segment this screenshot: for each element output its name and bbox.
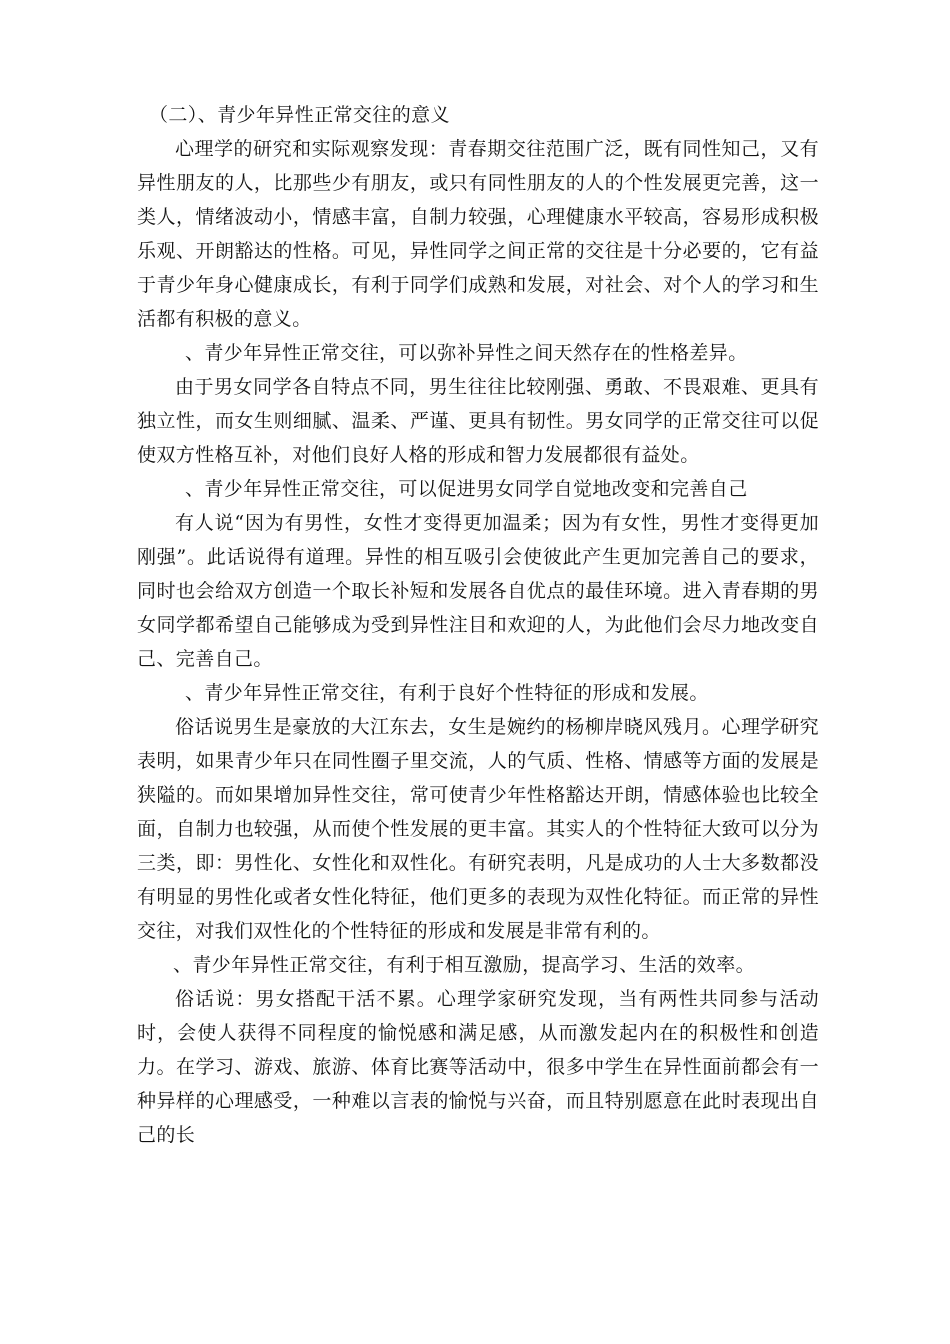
paragraph-point-1: 由于男女同学各自特点不同，男生往往比较刚强、勇敢、不畏艰难、更具有独立性，而女生则细腻、温柔、严谨、更具有韧性。男女同学的正常交往可以促使双方性格互补，对他们良好人格的形成和智力发展都很有益处。	[137, 376, 819, 466]
paragraph-point-2: 有人说“因为有男性，女性才变得更加温柔；因为有女性，男性才变得更加刚强”。此话说得有道理。异性的相互吸引会使彼此产生更加完善自己的要求，同时也会给双方创造一个取长补短和发展各自优点的最佳环境。进入青春期的男女同学都希望自己能够成为受到异性注目和欢迎的人，为此他们会尽力地改变自己、完善自己。	[137, 512, 819, 670]
paragraph-point-3: 俗话说男生是豪放的大江东去，女生是婉约的杨柳岸晓风残月。心理学研究表明，如果青少年只在同性圈子里交流，人的气质、性格、情感等方面的发展是狭隘的。而如果增加异性交往，常可使青少年性格豁达开朗，情感体验也比较全面，自制力也较强，从而使个性发展的更丰富。其实人的个性特征大致可以分为三类，即：男性化、女性化和双性化。有研究表明，凡是成功的人士大多数都没有明显的男性化或者女性化特征，他们更多的表现为双性化特征。而正常的异性交往，对我们双性化的个性特征的形成和发展是非常有利的。	[137, 716, 819, 942]
paragraph-point-4: 俗话说：男女搭配干活不累。心理学家研究发现，当有两性共同参与活动时，会使人获得不同程度的愉悦感和满足感，从而激发起内在的积极性和创造力。在学习、游戏、旅游、体育比赛等活动中，很多中学生在异性面前都会有一种异样的心理感受，一种难以言表的愉悦与兴奋，而且特别愿意在此时表现出自己的长	[137, 988, 819, 1146]
point-heading-1: 、青少年异性正常交往，可以弥补异性之间天然存在的性格差异。	[185, 342, 748, 364]
point-heading-2: 、青少年异性正常交往，可以促进男女同学自觉地改变和完善自己	[185, 478, 748, 500]
point-heading-4: 、青少年异性正常交往，有利于相互激励，提高学习、生活的效率。	[173, 954, 756, 976]
document-body	[137, 98, 819, 1152]
paragraph-intro: 心理学的研究和实际观察发现：青春期交往范围广泛，既有同性知己，又有异性朋友的人，比那些少有朋友，或只有同性朋友的人的个性发展更完善，这一类人，情绪波动小，情感丰富，自制力较强，心理健康水平较高，容易形成积极乐观、开朗豁达的性格。可见，异性同学之间正常的交往是十分必要的，它有益于青少年身心健康成长，有利于同学们成熟和发展，对社会、对个人的学习和生活都有积极的意义。	[137, 138, 819, 330]
point-heading-3: 、青少年异性正常交往，有利于良好个性特征的形成和发展。	[185, 682, 709, 704]
section-heading: （二）、青少年异性正常交往的意义	[149, 104, 450, 126]
